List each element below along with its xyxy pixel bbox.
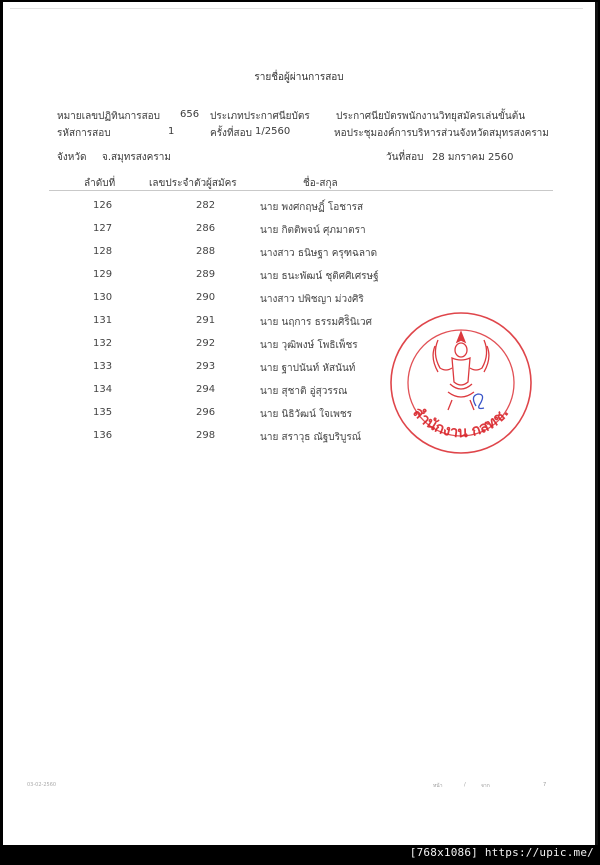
footer-of-label: จาก — [481, 783, 490, 789]
province-label: จังหวัด — [57, 152, 87, 163]
cell-seq: 130 — [93, 292, 113, 303]
exam-date-value: 28 มกราคม 2560 — [432, 152, 514, 163]
cell-seq: 134 — [93, 384, 113, 395]
permit-no-value: 656 — [180, 109, 200, 120]
cell-name: นางสาว ปพิชญา ม่วงศิริ — [260, 294, 364, 305]
cell-seq: 136 — [93, 430, 113, 441]
cell-name: นาย วุฒิพงษ์ โพธิเพ็ชร — [260, 340, 358, 351]
footer-page-total: 7 — [543, 782, 547, 788]
table-row — [3, 292, 595, 306]
cell-applicant-no: 289 — [196, 269, 216, 280]
garuda-emblem-icon — [388, 310, 534, 456]
cell-name: นาย ธนะพัฒน์ ชุติศศิเศรษฐ์ — [260, 271, 379, 282]
round-value: 1/2560 — [255, 126, 291, 137]
category-value: ประกาศนียบัตรพนักงานวิทยุสมัครเล่นขั้นต้น — [336, 111, 526, 122]
cell-applicant-no: 292 — [196, 338, 216, 349]
venue: หอประชุมองค์การบริหารส่วนจังหวัดสมุทรสงคราม — [334, 128, 549, 139]
cell-seq: 127 — [93, 223, 113, 234]
permit-no-label: หมายเลขปฏิทินการสอบ — [57, 111, 161, 122]
cell-name: นาย สุชาติ อู่สุวรรณ — [260, 386, 348, 397]
round-label: ครั้งที่สอบ — [210, 128, 252, 139]
cell-applicant-no: 286 — [196, 223, 216, 234]
cell-name: นางสาว ธนิษฐา ครุฑฉลาด — [260, 248, 378, 259]
cell-applicant-no: 294 — [196, 384, 216, 395]
cell-applicant-no: 291 — [196, 315, 216, 326]
cell-applicant-no: 290 — [196, 292, 216, 303]
footer-print-code: 03-02-2560 — [27, 782, 57, 788]
footer-page-label: หน้า — [433, 783, 443, 789]
cell-applicant-no: 288 — [196, 246, 216, 257]
cell-name: นาย ฐาปนันท์ หัสนันท์ — [260, 363, 356, 374]
top-rule — [10, 8, 583, 9]
cell-seq: 126 — [93, 200, 113, 211]
cell-name: นาย นฤการ ธรรมศิริินิเวศ — [260, 317, 372, 328]
footer-separator: / — [464, 782, 466, 788]
cell-name: นาย นิธิวัฒน์ ใจเพชร — [260, 409, 353, 420]
cell-name: นาย สราวุธ ณัฐบริบูรณ์ — [260, 432, 361, 443]
cell-seq: 131 — [93, 315, 113, 326]
category-label: ประเภทประกาศนียบัตร — [210, 111, 310, 122]
cell-applicant-no: 296 — [196, 407, 216, 418]
province-value: จ.สมุทรสงคราม — [102, 152, 171, 163]
header-rule — [49, 190, 553, 191]
stamp-text: สำนักงาน กสทช. — [409, 403, 513, 442]
cell-seq: 135 — [93, 407, 113, 418]
exam-code-value: 1 — [168, 126, 175, 137]
cell-name: นาย พงศกฤษฏิ์ โอชารส — [260, 202, 364, 213]
column-header-name: ชื่อ-สกุล — [303, 178, 338, 189]
table-row — [3, 269, 595, 283]
exam-code-label: รหัสการสอบ — [57, 128, 111, 139]
cell-name: นาย กิตติพจน์ ศุภมาตรา — [260, 225, 366, 236]
document-page — [3, 2, 598, 845]
cell-applicant-no: 282 — [196, 200, 216, 211]
column-header-seq: ลำดับที่ — [84, 178, 116, 189]
cell-applicant-no: 293 — [196, 361, 216, 372]
cell-applicant-no: 298 — [196, 430, 216, 441]
cell-seq: 132 — [93, 338, 113, 349]
cell-seq: 129 — [93, 269, 113, 280]
document-title: รายชื่อผู้ผ่านการสอบ — [254, 72, 344, 83]
official-seal-stamp — [388, 310, 534, 456]
cell-seq: 133 — [93, 361, 113, 372]
image-host-banner: [768x1086] https://upic.me/ — [409, 846, 594, 859]
table-row — [3, 200, 595, 214]
column-header-applicant-no: เลขประจำตัวผู้สมัคร — [149, 178, 237, 189]
table-row — [3, 223, 595, 237]
cell-seq: 128 — [93, 246, 113, 257]
exam-date-label: วันที่สอบ — [386, 152, 424, 163]
table-row — [3, 246, 595, 260]
